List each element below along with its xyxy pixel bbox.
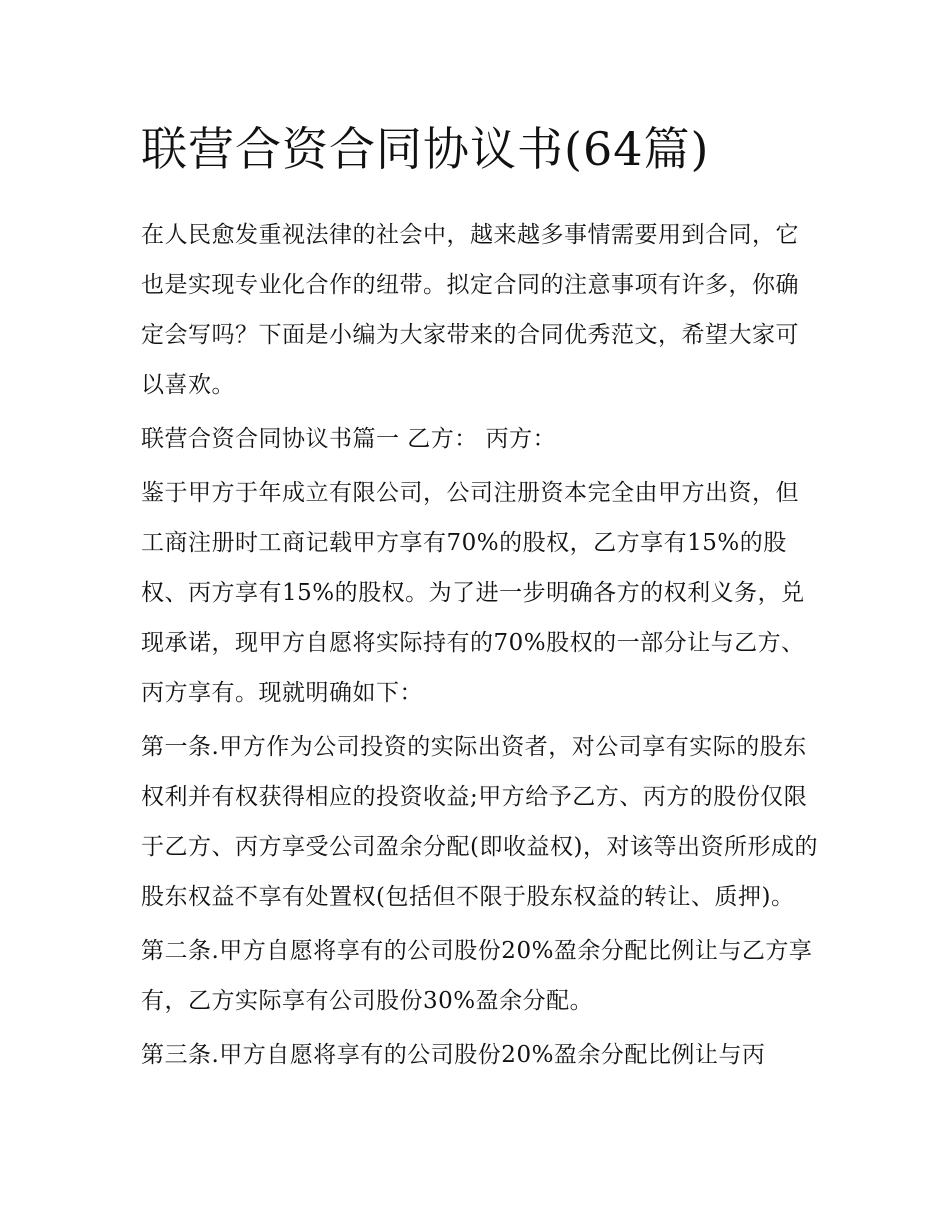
article-two-paragraph: 第二条.甲方自愿将享有的公司股份20%盈余分配比例让与乙方享有，乙方实际享有公司股份30%盈余分配。 <box>141 938 813 1014</box>
intro-paragraph: 在人民愈发重视法律的社会中，越来越多事情需要用到合同，它也是实现专业化合作的纽带。拟定合同的注意事项有许多，你确定会写吗？下面是小编为大家带来的合同优秀范文，希望大家可以喜欢。 <box>141 222 799 398</box>
recital-paragraph: 鉴于甲方于年成立有限公司，公司注册资本完全由甲方出资，但工商注册时工商记载甲方享有70%的股权，乙方享有15%的股权、丙方享有15%的股权。为了进一步明确各方的权利义务，兑现承诺，现甲方自愿将实际持有的70%股权的一部分让与乙方、丙方享有。现就明确如下： <box>141 480 805 706</box>
article-one-paragraph: 第一条.甲方作为公司投资的实际出资者，对公司享有实际的股东权利并有权获得相应的投资收益;甲方给予乙方、丙方的股份仅限于乙方、丙方享受公司盈余分配(即收益权)，对该等出资所形成的股东权益不享有处置权(包括但不限于股东权益的转让、质押)。 <box>141 734 818 910</box>
article-three-paragraph: 第三条.甲方自愿将享有的公司股份20%盈余分配比例让与丙 <box>141 1042 766 1068</box>
document-title: 联营合资合同协议书(64篇) <box>141 122 710 176</box>
section-heading: 联营合资合同协议书篇一 乙方： 丙方： <box>141 426 557 452</box>
